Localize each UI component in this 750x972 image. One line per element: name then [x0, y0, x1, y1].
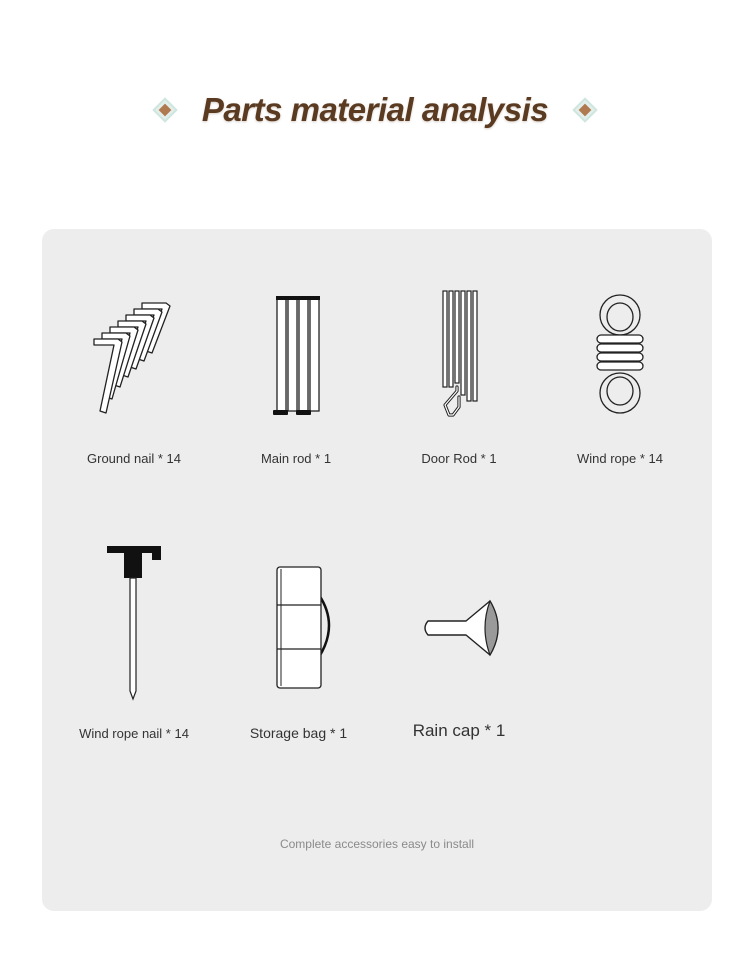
- part-label: Ground nail * 14: [87, 451, 181, 466]
- rain-cap-icon: [414, 595, 504, 661]
- diamond-right-icon: [572, 97, 598, 123]
- diamond-left-icon: [152, 97, 178, 123]
- footer-note: Complete accessories easy to install: [279, 837, 475, 851]
- part-wind-rope: [555, 293, 685, 466]
- parts-panel: [42, 229, 712, 911]
- part-label: Wind rope nail * 14: [79, 726, 189, 741]
- part-label: Storage bag * 1: [249, 725, 348, 741]
- part-wind-rope-nail: [64, 543, 204, 741]
- page-title: Parts material analysis: [201, 91, 549, 128]
- wind-rope-nail-icon: [94, 543, 174, 705]
- ground-nail-icon: [84, 293, 184, 429]
- part-door-rod: [394, 287, 524, 466]
- part-main-rod: [231, 293, 361, 466]
- main-rod-icon: [256, 293, 336, 419]
- part-storage-bag: [231, 565, 366, 741]
- part-label: Main rod * 1: [260, 451, 332, 466]
- part-label: Wind rope * 14: [577, 451, 663, 466]
- part-label: Rain cap * 1: [412, 721, 506, 740]
- storage-bag-icon: [259, 565, 339, 691]
- door-rod-icon: [419, 287, 499, 425]
- header: [0, 70, 750, 150]
- part-rain-cap: [394, 595, 524, 741]
- part-ground-nail: [69, 293, 199, 466]
- part-label: Door Rod * 1: [421, 451, 497, 466]
- wind-rope-icon: [580, 293, 660, 421]
